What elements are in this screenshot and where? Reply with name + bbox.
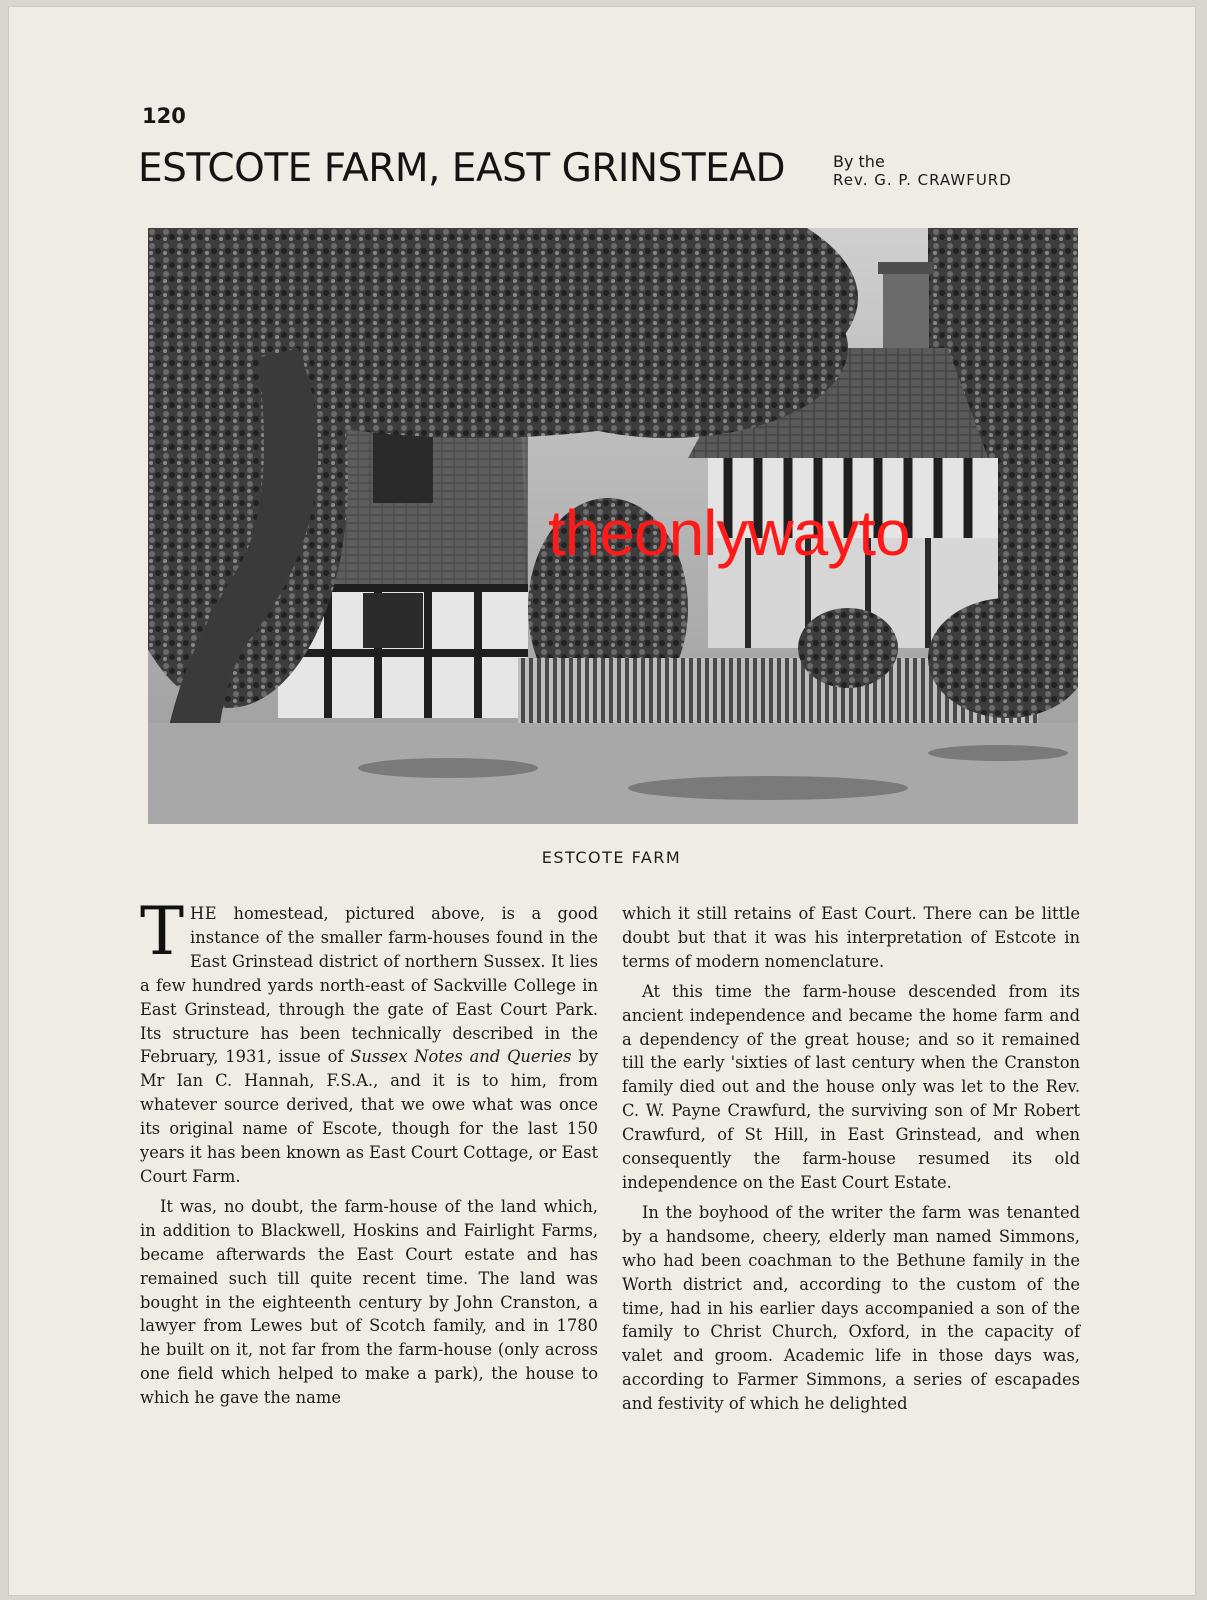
photo-caption: ESTCOTE FARM xyxy=(541,848,682,867)
paragraph-text: by Mr Ian C. Hannah, F.S.A., and it is to him, from whatever source derived, that we owe what was once its original name of Escote, though for the last 150 years it has been known as East Court Cottage, or East Court Farm. xyxy=(140,1047,598,1186)
article-column-right xyxy=(622,902,1080,1422)
watermark-text: theonlywayto xyxy=(548,497,910,569)
byline xyxy=(833,152,1012,190)
byline-author: Rev. G. P. CRAWFURD xyxy=(833,171,1012,189)
publication-title: Sussex Notes and Queries xyxy=(350,1047,572,1067)
article-title: ESTCOTE FARM, EAST GRINSTEAD xyxy=(138,146,786,191)
paragraph: It was, no doubt, the farm-house of the land which, in addition to Blackwell, Hoskins and Fairlight Farms, became afterwards the East Court estate and has remained such till quite recent time. The land was bought in the eighteenth century by John Cranston, a lawyer from Lewes but of Scotch family, and in 1780 he built on it, not far from the farm-house (only across one field which helped to make a park), the house to which he gave the name xyxy=(140,1196,598,1408)
byline-by: By the xyxy=(833,152,885,171)
paragraph: In the boyhood of the writer the farm was tenanted by a handsome, cheery, elderly man named Simmons, who had been coachman to the Bethune family in the Worth district and, according to the custom of the time, had in his earlier days accompanied a son of the family to Christ Church, Oxford, in the capacity of valet and groom. Academic life in those days was, according to Farmer Simmons, a series of escapades and festivity of which he delighted xyxy=(622,1202,1080,1414)
magazine-page xyxy=(8,6,1196,1596)
paragraph xyxy=(140,893,598,1189)
paragraph-text: homestead, pictured above, is a good instance of the smaller farm-houses found in the East Grinstead district of northern Sussex. It lies a few hundred yards north-east of Sackville College in East Grinstead, through the gate of East Court Park. Its structure has been technically described in the February, 1931, issue of xyxy=(140,904,598,1067)
paragraph: At this time the farm-house descended from its ancient independence and became the home farm and a dependency of the great house; and so it remained till the early 'sixties of last century when the Cranston family died out and the house only was let to the Rev. C. W. Payne Crawfurd, the surviving son of Mr Robert Crawfurd, of St Hill, in East Grinstead, and when consequently the farm-house resumed its old independence on the East Court Estate. xyxy=(622,981,1080,1192)
title-row xyxy=(138,146,1088,202)
paragraph: which it still retains of East Court. There can be little doubt but that it was his interpretation of Estcote in terms of modern nomenclature. xyxy=(622,904,1080,971)
article-column-left xyxy=(140,893,598,1416)
page-number: 120 xyxy=(142,104,186,128)
lead-word: HE xyxy=(190,904,218,923)
drop-cap: T xyxy=(140,893,185,970)
